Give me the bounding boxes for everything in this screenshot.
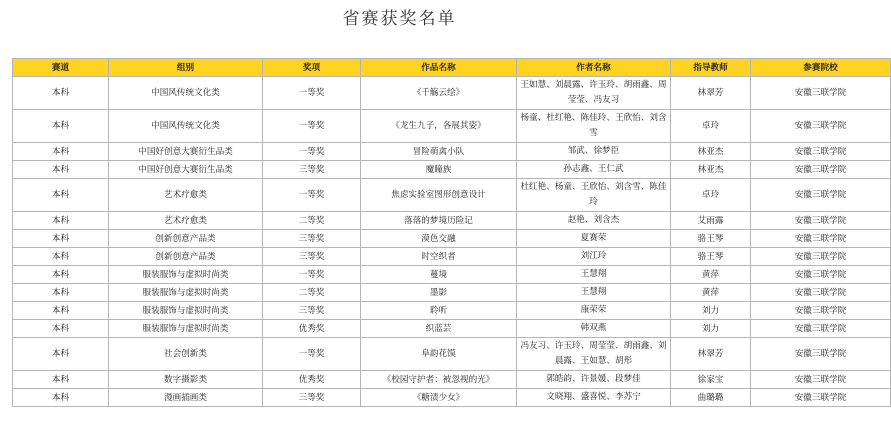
cell-school: 安徽三联学院	[751, 248, 891, 266]
cell-authors: 王慧翔	[517, 284, 671, 302]
cell-work-title: 蔓境	[361, 266, 517, 284]
cell-work-title: 冒险萌禽小队	[361, 143, 517, 161]
cell-school: 安徽三联学院	[751, 110, 891, 143]
table-row	[13, 338, 891, 371]
cell-authors: 邹武、徐梦臣	[517, 143, 671, 161]
cell-authors: 康荣荣	[517, 302, 671, 320]
cell-advisor: 林亚杰	[671, 143, 751, 161]
cell-advisor: 骆王琴	[671, 230, 751, 248]
cell-school: 安徽三联学院	[751, 338, 891, 371]
cell-school: 安徽三联学院	[751, 230, 891, 248]
cell-award: 三等奖	[263, 389, 361, 407]
table-row	[13, 110, 891, 143]
cell-advisor: 卓玲	[671, 110, 751, 143]
cell-category: 创新创意产品类	[109, 248, 263, 266]
cell-school: 安徽三联学院	[751, 320, 891, 338]
cell-track: 本科	[13, 77, 109, 110]
table-row	[13, 179, 891, 212]
table-row	[13, 248, 891, 266]
cell-work-title: 《校园守护者：被忽视的光》	[361, 371, 517, 389]
cell-school: 安徽三联学院	[751, 389, 891, 407]
table-row	[13, 77, 891, 110]
cell-school: 安徽三联学院	[751, 77, 891, 110]
cell-track: 本科	[13, 161, 109, 179]
cell-category: 艺术疗愈类	[109, 212, 263, 230]
cell-advisor: 林亚杰	[671, 161, 751, 179]
cell-school: 安徽三联学院	[751, 371, 891, 389]
cell-award: 一等奖	[263, 179, 361, 212]
cell-award: 一等奖	[263, 77, 361, 110]
cell-advisor: 林翠芳	[671, 338, 751, 371]
cell-advisor: 徐家宝	[671, 371, 751, 389]
cell-award: 三等奖	[263, 161, 361, 179]
header-advisor: 指导教师	[671, 59, 751, 77]
table-row	[13, 371, 891, 389]
cell-category: 漫画插画类	[109, 389, 263, 407]
cell-school: 安徽三联学院	[751, 212, 891, 230]
header-authors: 作者名称	[517, 59, 671, 77]
cell-category: 服装服饰与虚拟时尚类	[109, 266, 263, 284]
cell-advisor: 曲璐璐	[671, 389, 751, 407]
cell-award: 三等奖	[263, 248, 361, 266]
header-category: 组别	[109, 59, 263, 77]
cell-school: 安徽三联学院	[751, 161, 891, 179]
cell-category: 艺术疗愈类	[109, 179, 263, 212]
cell-track: 本科	[13, 230, 109, 248]
cell-work-title: 落落的梦境历险记	[361, 212, 517, 230]
cell-school: 安徽三联学院	[751, 266, 891, 284]
cell-authors: 孙志鑫、王仁武	[517, 161, 671, 179]
table-row	[13, 284, 891, 302]
cell-category: 服装服饰与虚拟时尚类	[109, 302, 263, 320]
cell-category: 数字摄影类	[109, 371, 263, 389]
cell-advisor: 刘力	[671, 320, 751, 338]
table-row	[13, 389, 891, 407]
cell-work-title: 焦虑实验室图形创意设计	[361, 179, 517, 212]
table-row	[13, 266, 891, 284]
cell-track: 本科	[13, 266, 109, 284]
header-award: 奖项	[263, 59, 361, 77]
cell-advisor: 黄萍	[671, 284, 751, 302]
cell-authors: 郭皓韵、许景媛、段梦佳	[517, 371, 671, 389]
cell-award: 二等奖	[263, 284, 361, 302]
cell-category: 中国风传统文化类	[109, 110, 263, 143]
table-row	[13, 212, 891, 230]
cell-track: 本科	[13, 212, 109, 230]
cell-authors: 赵艳、刘含杰	[517, 212, 671, 230]
cell-work-title: 时空织者	[361, 248, 517, 266]
cell-track: 本科	[13, 338, 109, 371]
cell-award: 优秀奖	[263, 371, 361, 389]
cell-school: 安徽三联学院	[751, 302, 891, 320]
header-work-title: 作品名称	[361, 59, 517, 77]
cell-work-title: 《糖渍少女》	[361, 389, 517, 407]
table-row	[13, 320, 891, 338]
cell-track: 本科	[13, 320, 109, 338]
table-header	[13, 59, 891, 77]
cell-advisor: 黄萍	[671, 266, 751, 284]
header-track: 赛道	[13, 59, 109, 77]
page-title: 省赛获奖名单	[342, 9, 457, 29]
cell-work-title: 阜韵花馍	[361, 338, 517, 371]
cell-advisor: 刘力	[671, 302, 751, 320]
cell-work-title: 墨影	[361, 284, 517, 302]
cell-school: 安徽三联学院	[751, 284, 891, 302]
cell-award: 三等奖	[263, 302, 361, 320]
cell-advisor: 卓玲	[671, 179, 751, 212]
cell-authors: 刘江玲	[517, 248, 671, 266]
cell-category: 中国好创意大赛衍生品类	[109, 161, 263, 179]
cell-award: 一等奖	[263, 338, 361, 371]
cell-work-title: 织蓝芸	[361, 320, 517, 338]
cell-work-title: 漠色交融	[361, 230, 517, 248]
cell-award: 优秀奖	[263, 320, 361, 338]
cell-advisor: 艾雨露	[671, 212, 751, 230]
table-body	[13, 77, 891, 407]
cell-award: 一等奖	[263, 266, 361, 284]
awards-table	[12, 58, 891, 407]
cell-authors: 冯友习、许玉玲、周莹莹、胡雨鑫、刘晨露、王如慧、胡彤	[517, 338, 671, 371]
cell-track: 本科	[13, 248, 109, 266]
cell-authors: 夏赛荣	[517, 230, 671, 248]
cell-authors: 杨童、杜红艳、陈佳玲、王欣怡、刘含雪	[517, 110, 671, 143]
cell-track: 本科	[13, 371, 109, 389]
cell-authors: 韩双燕	[517, 320, 671, 338]
cell-authors: 王慧翔	[517, 266, 671, 284]
cell-advisor: 骆王琴	[671, 248, 751, 266]
table-row	[13, 161, 891, 179]
cell-work-title: 魔瞳族	[361, 161, 517, 179]
cell-category: 社会创新类	[109, 338, 263, 371]
cell-authors: 杜红艳、杨童、王欣怡、刘含雪、陈佳玲	[517, 179, 671, 212]
cell-track: 本科	[13, 110, 109, 143]
cell-track: 本科	[13, 143, 109, 161]
cell-work-title: 《龙生九子，各展其姿》	[361, 110, 517, 143]
cell-work-title: 聆听	[361, 302, 517, 320]
cell-award: 三等奖	[263, 230, 361, 248]
cell-award: 二等奖	[263, 212, 361, 230]
cell-award: 一等奖	[263, 110, 361, 143]
cell-category: 服装服饰与虚拟时尚类	[109, 320, 263, 338]
cell-category: 中国好创意大赛衍生品类	[109, 143, 263, 161]
cell-school: 安徽三联学院	[751, 179, 891, 212]
table-row	[13, 230, 891, 248]
cell-authors: 文晓翔、盛喜悦、李苏宁	[517, 389, 671, 407]
table-row	[13, 143, 891, 161]
header-school: 参赛院校	[751, 59, 891, 77]
cell-track: 本科	[13, 179, 109, 212]
cell-track: 本科	[13, 284, 109, 302]
cell-category: 中国风传统文化类	[109, 77, 263, 110]
header-row	[13, 59, 891, 77]
cell-advisor: 林翠芳	[671, 77, 751, 110]
cell-work-title: 《千觞云绘》	[361, 77, 517, 110]
cell-category: 服装服饰与虚拟时尚类	[109, 284, 263, 302]
cell-school: 安徽三联学院	[751, 143, 891, 161]
cell-track: 本科	[13, 302, 109, 320]
cell-track: 本科	[13, 389, 109, 407]
cell-award: 一等奖	[263, 143, 361, 161]
cell-authors: 王如慧、刘晨露、许玉玲、胡雨鑫、周莹莹、冯友习	[517, 77, 671, 110]
cell-category: 创新创意产品类	[109, 230, 263, 248]
table-row	[13, 302, 891, 320]
